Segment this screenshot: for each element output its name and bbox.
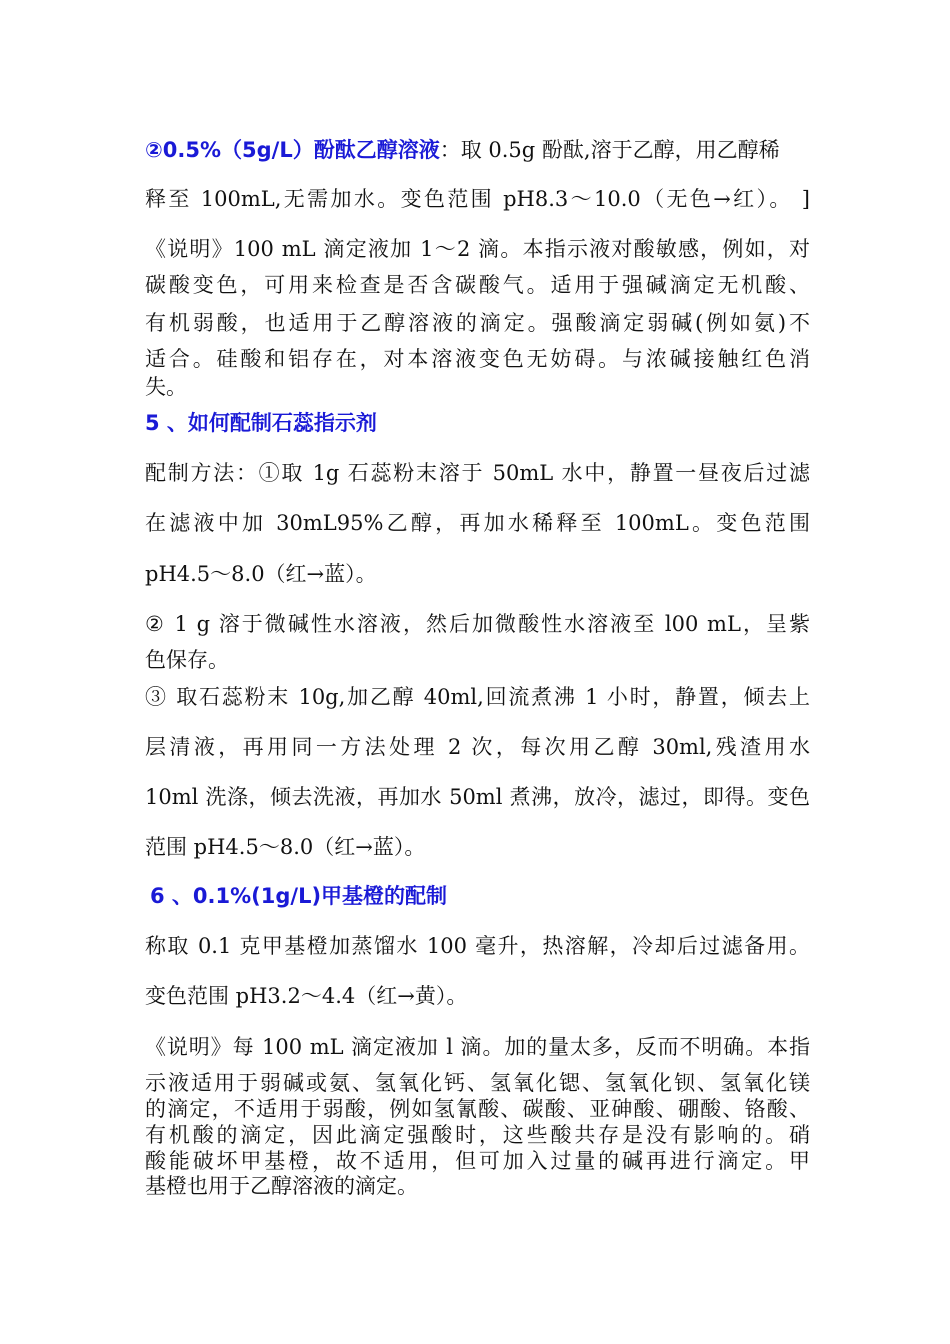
phenolphthalein-line-2: 释至 100mL,无需加水。变色范围 pH8.3～10.0（无色→红）。 ]	[145, 187, 810, 211]
methyl-orange-note-line: 酸能破坏甲基橙，故不适用，但可加入过量的碱再进行滴定。甲	[145, 1149, 810, 1173]
phenolphthalein-note-line: 失。	[145, 375, 187, 399]
litmus-method-3-line: 10ml 洗涤，倾去洗液，再加水 50ml 煮沸，放冷，滤过，即得。变色	[145, 785, 810, 809]
methyl-orange-note-line: 有机酸的滴定，因此滴定强酸时，这些酸共存是没有影响的。硝	[145, 1123, 810, 1147]
phenolphthalein-note-line: 《说明》100 mL 滴定液加 1～2 滴。本指示液对酸敏感，例如，对	[145, 237, 810, 261]
litmus-method-2-line: 色保存。	[145, 648, 229, 672]
methyl-orange-note-line: 《说明》每 100 mL 滴定液加 l 滴。加的量太多，反而不明确。本指	[145, 1035, 810, 1059]
section-5-heading: 5 、如何配制石蕊指示剂	[145, 411, 377, 435]
phenolphthalein-note-line: 有机弱酸，也适用于乙醇溶液的滴定。强酸滴定弱碱(例如氨)不	[145, 311, 810, 335]
section-6-heading: 6 、0.1%(1g/L)甲基橙的配制	[150, 884, 448, 908]
litmus-method-3-line: ③ 取石蕊粉末 10g,加乙醇 40ml,回流煮沸 1 小时，静置，倾去上	[145, 685, 810, 709]
litmus-method-1-line: 配制方法：①取 1g 石蕊粉末溶于 50mL 水中，静置一昼夜后过滤	[145, 461, 810, 485]
phenolphthalein-line-1-text: ：取 0.5g 酚酞,溶于乙醇，用乙醇稀	[439, 138, 780, 162]
litmus-method-3-line: 层清液，再用同一方法处理 2 次，每次用乙醇 30ml,残渣用水	[145, 735, 810, 759]
methyl-orange-note-line: 基橙也用于乙醇溶液的滴定。	[145, 1174, 418, 1198]
methyl-orange-note-line: 的滴定，不适用于弱酸，例如氢氰酸、碳酸、亚砷酸、硼酸、铬酸、	[145, 1097, 810, 1121]
litmus-method-1-line: 在滤液中加 30mL95%乙醇，再加水稀释至 100mL。变色范围	[145, 511, 810, 535]
litmus-method-3-line: 范围 pH4.5～8.0（红→蓝）。	[145, 835, 426, 859]
litmus-method-1-line: pH4.5～8.0（红→蓝）。	[145, 562, 377, 586]
litmus-method-2-line: ② 1 g 溶于微碱性水溶液，然后加微酸性水溶液至 l00 mL，呈紫	[145, 612, 810, 636]
phenolphthalein-line-1	[145, 137, 810, 163]
methyl-orange-note-line: 示液适用于弱碱或氨、氢氧化钙、氢氧化锶、氢氧化钡、氢氧化镁	[145, 1071, 810, 1095]
phenolphthalein-note-line: 适合。硅酸和铝存在，对本溶液变色无妨碍。与浓碱接触红色消	[145, 347, 810, 371]
phenolphthalein-note-line: 碳酸变色，可用来检查是否含碳酸气。适用于强碱滴定无机酸、	[145, 273, 810, 297]
methyl-orange-body-line: 称取 0.1 克甲基橙加蒸馏水 100 毫升，热溶解，冷却后过滤备用。	[145, 934, 810, 958]
methyl-orange-body-line: 变色范围 pH3.2～4.4（红→黄）。	[145, 984, 468, 1008]
phenolphthalein-heading: ②0.5%（5g/L）酚酞乙醇溶液	[145, 138, 440, 162]
